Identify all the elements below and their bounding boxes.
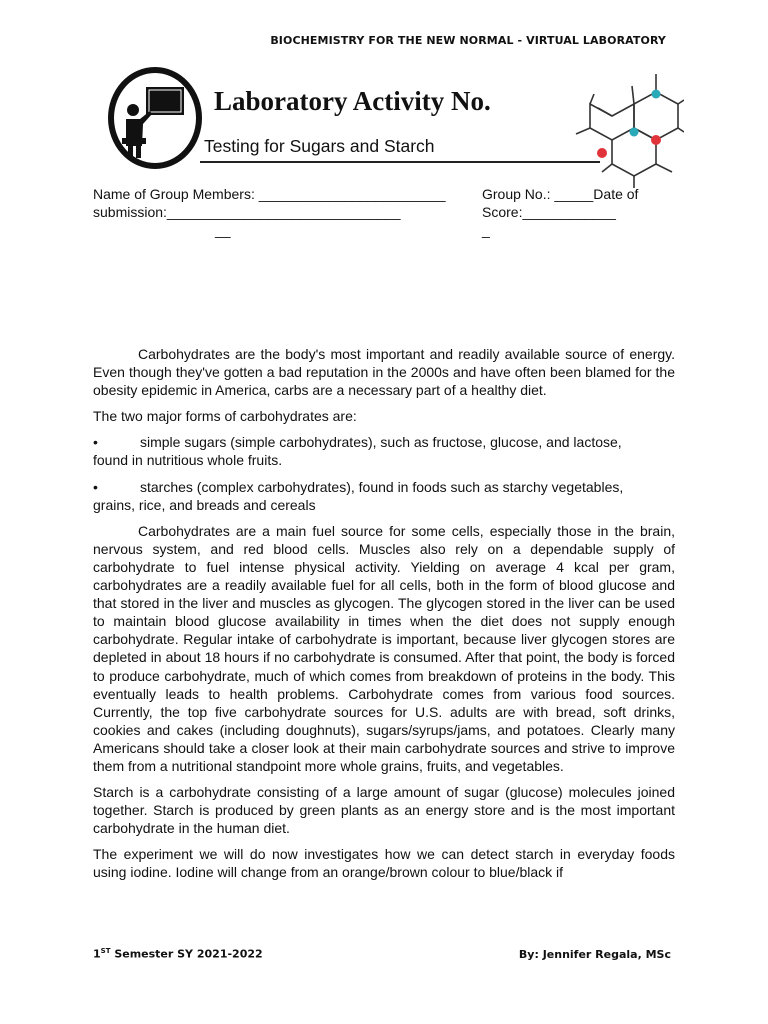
hexagon-molecule-icon xyxy=(572,64,684,188)
list-item-text: simple sugars (simple carbohydrates), such as fructose, glucose, and lactose, xyxy=(140,434,622,451)
form-line: _ xyxy=(482,222,490,238)
form-line: submission:______________________________ xyxy=(93,204,401,220)
molecule-atom-teal xyxy=(652,90,661,99)
semester-text: Semester SY 2021-2022 xyxy=(110,947,263,961)
list-item xyxy=(93,433,675,469)
semester-footer xyxy=(93,947,263,961)
bullet-icon: • xyxy=(93,478,98,495)
semester-number: 1 xyxy=(93,947,101,961)
form-line: __ xyxy=(215,222,231,238)
group-members-field[interactable] xyxy=(93,185,446,239)
semester-suffix: ST xyxy=(100,947,111,955)
form-line: Score:____________ xyxy=(482,204,616,220)
list-item xyxy=(93,478,675,514)
lab-title: Laboratory Activity No. xyxy=(214,86,491,116)
list-item-text: found in nutritious whole fruits. xyxy=(93,452,283,469)
molecule-atom-teal xyxy=(630,128,639,137)
list-item-text: grains, rice, and breads and cereals xyxy=(93,496,316,513)
activity-subtitle: Testing for Sugars and Starch xyxy=(204,136,435,156)
molecule-atom-red xyxy=(651,135,661,145)
course-header: BIOCHEMISTRY FOR THE NEW NORMAL - VIRTUAL LABORATORY xyxy=(270,34,666,47)
molecule-atom-red xyxy=(597,148,607,158)
form-line: Group No.: _____Date of xyxy=(482,186,639,202)
teacher-board-icon xyxy=(106,66,204,170)
author-footer: By: Jennifer Regala, MSc xyxy=(518,948,671,961)
paragraph: Starch is a carbohydrate consisting of a large amount of sugar (glucose) molecules joined together. Starch is produced by green plants as an energy store and is the most important carbohydrate in the human diet. xyxy=(93,784,675,837)
paragraph: The experiment we will do now investigates how we can detect starch in everyday foods using iodine. Iodine will change from an orange/brown colour to blue/black if xyxy=(93,846,675,881)
paragraph: Carbohydrates are a main fuel source for some cells, especially those in the brain, nervous system, and red blood cells. Muscles also rely on a dependable supply of carbohydrate to fuel intense physical activity. Yielding on average 4 kcal per gram, carbohydrates are a readily available fuel for all cells, both in the form of blood glucose and that stored in the liver and muscles as glycogen. The glycogen stored in the liver can be used to maintain blood glucose availability in times when the diet does not supply enough carbohydrate. Regular intake of carbohydrate is important, because liver glycogen stores are depleted in about 18 hours if no carbohydrate is consumed. After that point, the body is forced to produce carbohydrate, much of which comes from breakdown of proteins in the body. This eventually leads to health problems. Carbohydrate comes from various food sources. Currently, the top five carbohydrate sources for U.S. adults are with bread, soft drinks, cookies and cakes (including doughnuts), sugars/syrups/jams, and potatoes. Clearly many Americans should take a closer look at their main carbohydrate sources and strive to improve them from a nutritional standpoint more whole grains, fruits, and vegetables. xyxy=(93,522,675,774)
body-text xyxy=(93,345,675,882)
list-item-text: starches (complex carbohydrates), found in foods such as starchy vegetables, xyxy=(140,478,624,495)
group-no-field[interactable] xyxy=(482,185,638,239)
form-line: Name of Group Members: ________________________ xyxy=(93,186,446,202)
title-underline xyxy=(200,161,600,163)
paragraph: The two major forms of carbohydrates are: xyxy=(93,408,357,425)
paragraph: Carbohydrates are the body's most important and readily available source of energy. Even though they've gotten a bad reputation in the 2000s and have often been blamed for the obesity epidemic in America, carbs are a necessary part of a healthy diet. xyxy=(93,346,675,399)
bullet-icon: • xyxy=(93,434,98,451)
